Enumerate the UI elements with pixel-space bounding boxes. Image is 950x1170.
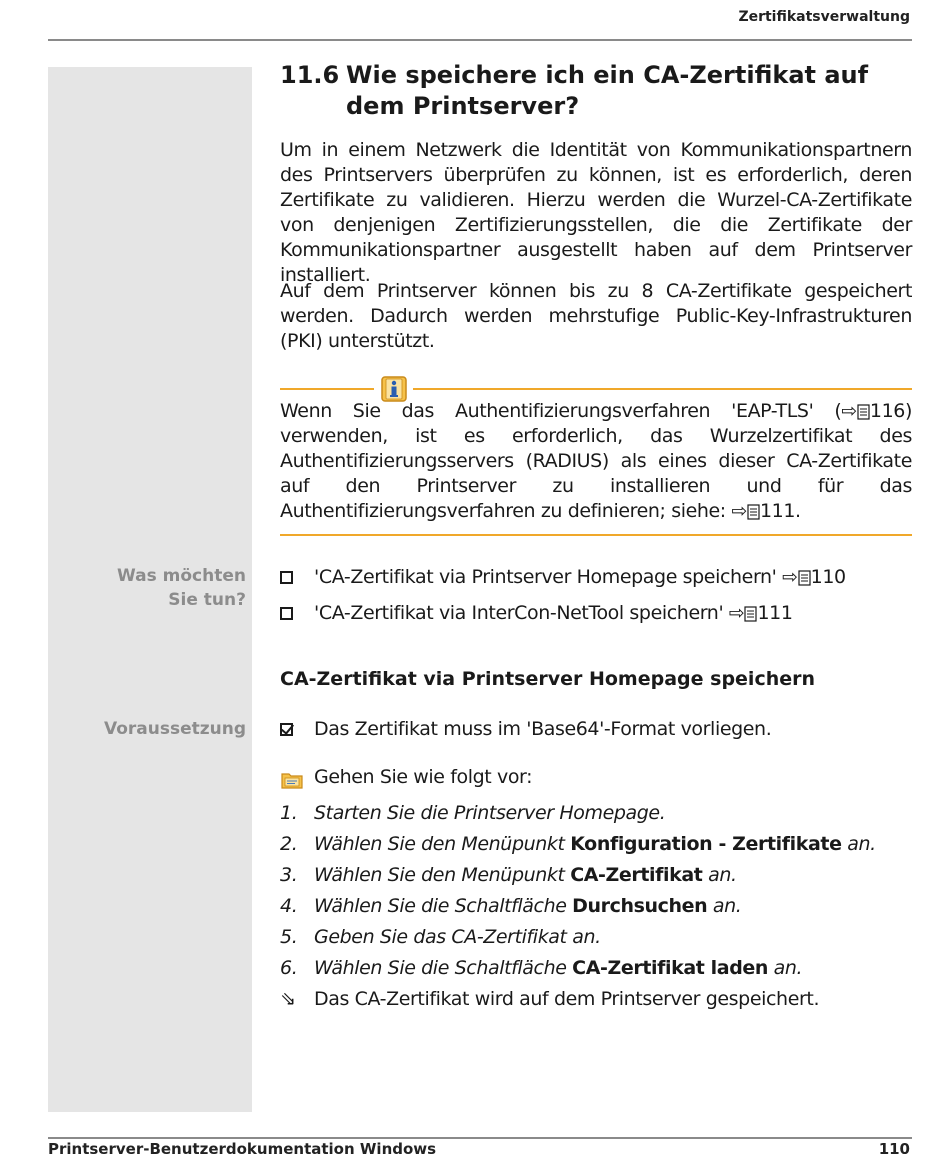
result-text: Das CA-Zertifikat wird auf dem Printserver gespeichert. (314, 988, 820, 1010)
page-ref-number: 111 (759, 500, 796, 522)
folder-icon (280, 768, 304, 792)
checked-box-icon (280, 723, 293, 736)
checkbox-icon (280, 607, 293, 620)
step-text: Wählen Sie die Schaltfläche (314, 895, 573, 917)
result-arrow-icon: ⇘ (280, 988, 296, 1010)
arrow-right-icon: ⇨ (728, 602, 745, 624)
prerequisite-text: Das Zertifikat muss im 'Base64'-Format vorliegen. (314, 718, 772, 740)
procedure-intro-text: Gehen Sie wie folgt vor: (314, 766, 533, 788)
prerequisite-label: Voraussetzung (103, 719, 246, 739)
step-text: Starten Sie die Printserver Homepage. (314, 802, 666, 824)
info-rule-right (413, 388, 912, 390)
what-to-do-label-line1: Was möchten (117, 566, 246, 586)
step-text-after: an. (768, 957, 803, 979)
step-number: 5. (280, 926, 298, 948)
page-ref[interactable] (729, 602, 793, 624)
footer-divider (48, 1137, 912, 1139)
document-icon (747, 504, 760, 520)
running-header: Zertifikatsverwaltung (738, 9, 910, 25)
step-text: Wählen Sie den Menüpunkt (314, 833, 571, 855)
page-ref-number: 110 (810, 566, 846, 588)
info-rule-bottom (280, 534, 912, 536)
header-divider (48, 39, 912, 41)
step-ui-element: Durchsuchen (572, 895, 708, 917)
section-title: Wie speichere ich ein CA-Zertifikat auf dem Printserver? (346, 61, 869, 120)
step-text: Wählen Sie die Schaltfläche (314, 957, 573, 979)
info-text-before: Wenn Sie das Authentifizierungsverfahren 'EAP-TLS' ( (280, 400, 842, 422)
step-number: 4. (280, 895, 298, 917)
document-icon (857, 404, 870, 420)
page-number: 110 (878, 1140, 910, 1158)
step-text-after: an. (702, 864, 737, 886)
page-ref-116[interactable] (841, 400, 905, 422)
step-number: 1. (280, 802, 298, 824)
page-ref-number: 111 (757, 602, 793, 624)
page-ref[interactable] (782, 566, 846, 588)
intro-paragraph: Um in einem Netzwerk die Identität von Kommunikationspartnern des Printservers überprüfen zu können, ist es erforderlich, deren Zertifikate zu validieren. Hierzu werden die Wurzel-CA-Zertifikate von denjenigen Zertifizierungsstellen, die die Zertifikate der Kommunikationspartner ausgestellt haben auf dem Printserver installiert. (280, 139, 912, 286)
step-text-after: an. (707, 895, 742, 917)
document-icon (798, 570, 811, 586)
step-text: Wählen Sie den Menüpunkt (314, 864, 571, 886)
step-ui-element: CA-Zertifikat laden (572, 957, 769, 979)
what-to-do-label (117, 564, 246, 612)
step-number: 3. (280, 864, 298, 886)
info-rule-left (280, 388, 374, 390)
checkbox-icon (280, 571, 293, 584)
step-number: 2. (280, 833, 298, 855)
arrow-right-icon: ⇨ (731, 500, 747, 522)
footer-doc-title: Printserver-Benutzerdokumentation Windows (48, 1140, 437, 1158)
section-heading (280, 60, 912, 122)
step-ui-element: CA-Zertifikat (570, 864, 703, 886)
capacity-paragraph: Auf dem Printserver können bis zu 8 CA-Zertifikate gespeichert werden. Dadurch werden mehrstufige Public-Key-Infrastrukturen (PKI) unterstützt. (280, 280, 912, 352)
step-ui-element: Konfiguration - Zertifikate (570, 833, 842, 855)
info-text-after: . (795, 500, 801, 522)
info-note (280, 399, 912, 524)
arrow-right-icon: ⇨ (782, 566, 798, 588)
step-text-after: an. (841, 833, 876, 855)
document-icon (744, 606, 757, 622)
step-number: 6. (280, 957, 298, 979)
subsection-title: CA-Zertifikat via Printserver Homepage speichern (280, 668, 816, 690)
page-ref-111[interactable] (731, 500, 795, 522)
section-number: 11.6 (280, 61, 340, 89)
step-text: Geben Sie das CA-Zertifikat an. (314, 926, 601, 948)
option-label: 'CA-Zertifikat via InterCon-NetTool speichern' (314, 602, 724, 624)
option-label: 'CA-Zertifikat via Printserver Homepage speichern' (314, 566, 777, 588)
page-ref-number: 116 (869, 400, 905, 422)
info-text-middle: ) verwenden, ist es erforderlich, das Wurzelzertifikat des Authentifizierungsservers (RADIUS) als eines dieser CA-Zertifikate auf den Printserver zu installieren und für das Authentifizierungsverfahren zu definieren; siehe: (280, 400, 912, 522)
arrow-right-icon: ⇨ (841, 400, 857, 422)
what-to-do-label-line2: Sie tun? (168, 590, 246, 610)
